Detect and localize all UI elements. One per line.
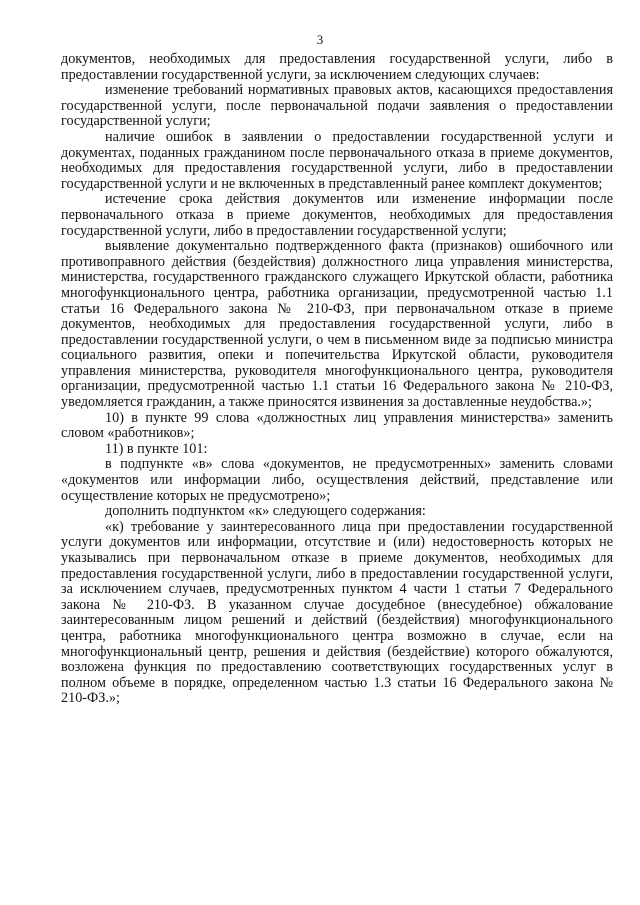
paragraph-exception-errors: наличие ошибок в заявлении о предоставлении государственной услуги и документах, поданных гражданином после первоначального отказа в приеме документов, необходимых для предоставления государственной услуги, либо в предоставлении государственной услуги и не включенных в представленный ранее комплект документов;	[61, 128, 613, 192]
paragraph-subitem-v: в подпункте «в» слова «документов, не предусмотренных» заменить словами «документов или информации либо, осуществления действий, представление или осуществление которых не предусмотрено»;	[61, 456, 613, 504]
paragraph-subitem-k-text: «к) требование у заинтересованного лица при предоставлении государственной услуги документов или информации, отсутствие и (или) недостоверность которых не указывались при первоначальном отказе в приеме документов, необходимых для предоставления государственной услуги, либо в предоставлении государственной услуги, за исключением случаев, предусмотренных пунктом 4 части 1 статьи 7 Федерального закона № 210-ФЗ. В указанном случае досудебное (внесудебное) обжалование заинтересованным лицом решений и действий (бездействия) многофункционального центра, работника многофункционального центра возможно в случае, если на многофункциональный центр, решения и действия (бездействие) которого обжалуются, возложена функция по предоставлению соответствующих государственных услуг в полном объеме в порядке, определенном частью 1.3 статьи 16 Федерального закона № 210-ФЗ.»;	[61, 518, 613, 707]
paragraph-exception-wrongful-action: выявление документально подтвержденного факта (признаков) ошибочного или противоправного действия (бездействия) должностного лица управления министерства, министерства, государственного гражданского служащего Иркутской области, работника многофункционального центра, работника организации, предусмотренной частью 1.1 статьи 16 Федерального закона № 210-ФЗ, при первоначальном отказе в приеме документов, необходимых для предоставления государственной услуги, либо в предоставлении государственной услуги, о чем в письменном виде за подписью министра социального развития, опеки и попечительства Иркутской области, руководителя управления министерства, руководителя многофункционального центра, руководителя организации, предусмотренной частью 1.1 статьи 16 Федерального закона № 210-ФЗ, уведомляется гражданин, а также приносятся извинения за доставленные неудобства.»;	[61, 238, 613, 411]
paragraph-item-10: 10) в пункте 99 слова «должностных лиц управления министерства» заменить словом «работников»;	[61, 409, 613, 442]
paragraph-exception-expiry: истечение срока действия документов или изменение информации после первоначального отказа в приеме документов, необходимых для предоставления государственной услуги, либо в предоставлении государственной услуги;	[61, 191, 613, 239]
paragraph-add-subitem-k: дополнить подпунктом «к» следующего содержания:	[105, 503, 426, 520]
paragraph-continuation: документов, необходимых для предоставления государственной услуги, либо в предоставлении государственной услуги, за исключением следующих случаев:	[61, 51, 613, 83]
paragraph-exception-legal-change: изменение требований нормативных правовых актов, касающихся предоставления государственной услуги, после первоначальной подачи заявления о предоставлении государственной услуги;	[61, 82, 613, 130]
document-body	[61, 52, 613, 707]
page-number: 3	[316, 32, 324, 47]
paragraph-item-11: 11) в пункте 101:	[105, 440, 208, 457]
